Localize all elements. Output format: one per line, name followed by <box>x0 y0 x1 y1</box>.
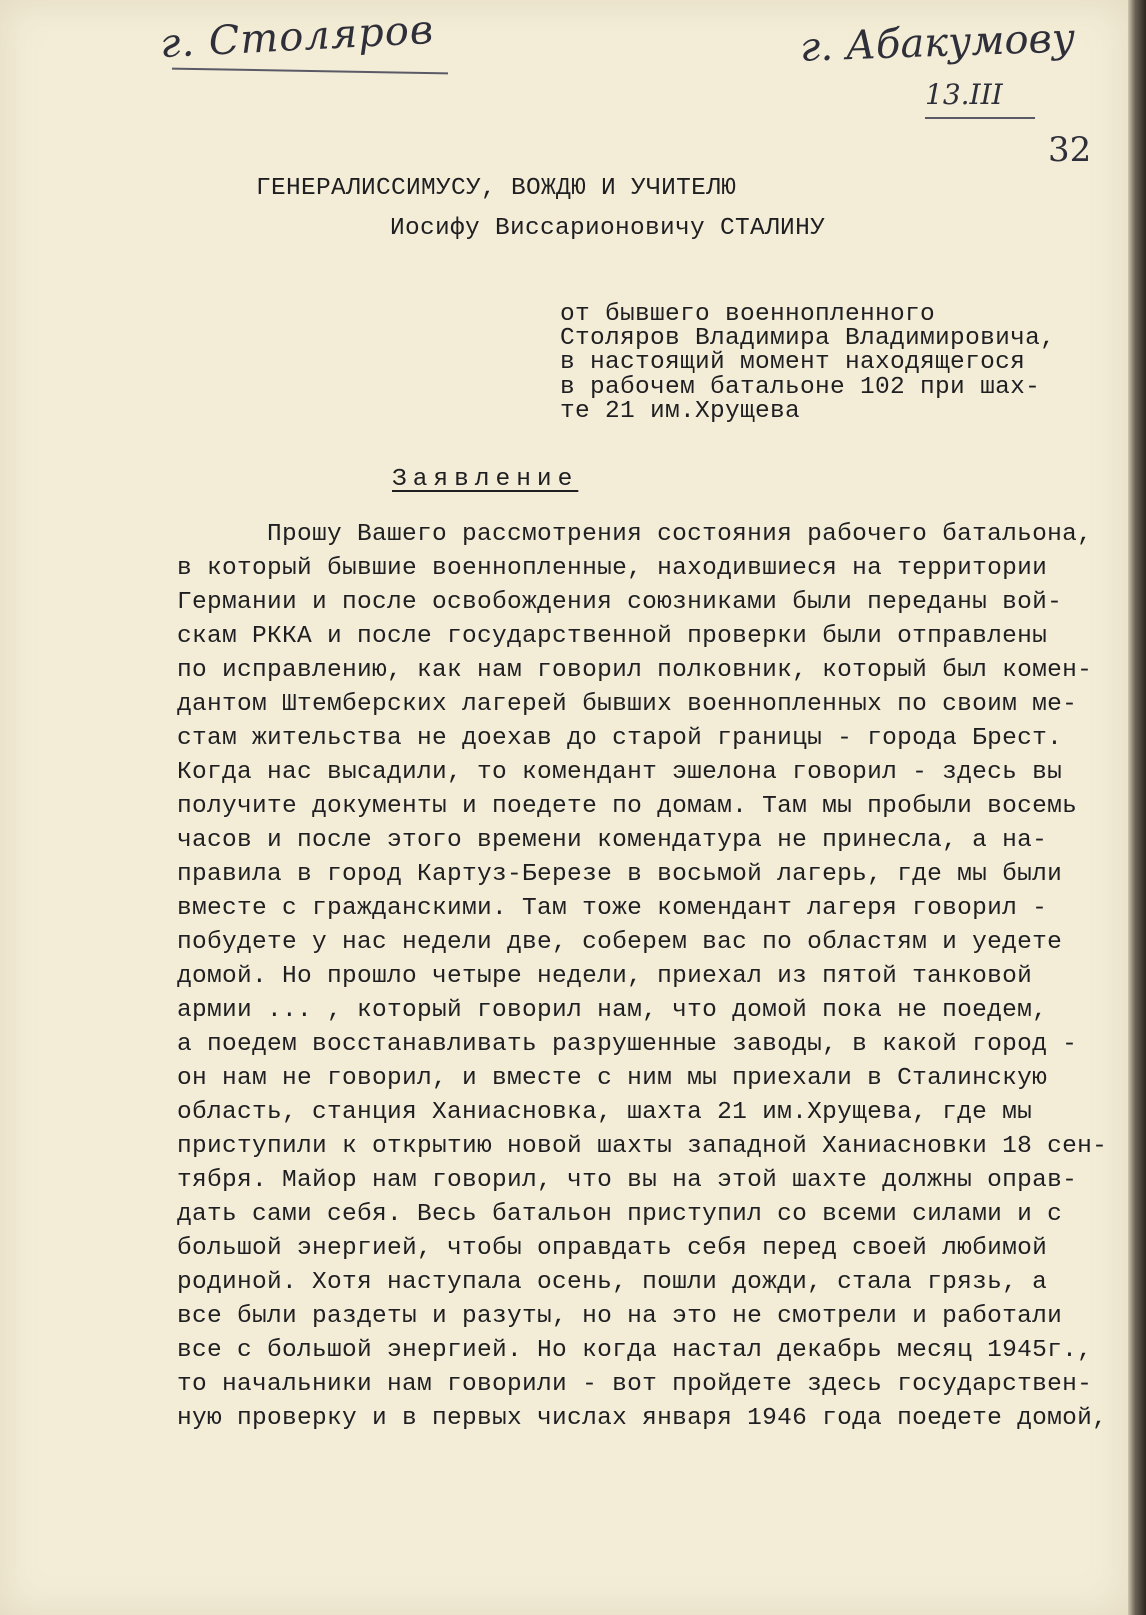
handwritten-date: 13.III <box>925 78 1003 111</box>
handwritten-resolution: г. Абакумову <box>799 15 1076 71</box>
body-line: получите документы и поедете по домам. Там мы пробыли восемь <box>177 793 1078 820</box>
body-line: все были раздеты и разуты, но на это не смотрели и работали <box>177 1303 1063 1330</box>
body-line: армии ... , который говорил нам, что домой пока не поедем, <box>177 997 1048 1024</box>
sender-line: Столяров Владимира Владимировича, <box>560 325 1056 352</box>
handwritten-date-underline <box>925 117 1035 119</box>
body-line: Германии и после освобождения союзниками были переданы вой- <box>177 589 1063 616</box>
body-line: побудете у нас недели две, соберем вас по областям и уедете <box>177 929 1063 956</box>
body-line: большой энергией, чтобы оправдать себя перед своей любимой <box>177 1235 1048 1262</box>
body-line: он нам не говорил, и вместе с ним мы приехали в Сталинскую <box>177 1065 1048 1092</box>
body-line: тября. Майор нам говорил, что вы на этой шахте должны оправ- <box>177 1167 1078 1194</box>
document-title: Заявление <box>392 466 579 493</box>
page-number: 32 <box>1048 130 1092 170</box>
handwritten-note-top-left: г. Столяров <box>158 6 436 68</box>
body-line: часов и после этого времени комендатура не принесла, а на- <box>177 827 1048 854</box>
body-line: правила в город Картуз-Березе в восьмой лагерь, где мы были <box>177 861 1063 888</box>
body-line: в который бывшие военнопленные, находившиеся на территории <box>177 555 1048 582</box>
body-line: Прошу Вашего рассмотрения состояния рабочего батальона, <box>177 521 1093 548</box>
sender-line: те 21 им.Хрущева <box>560 398 801 425</box>
body-line: Когда нас высадили, то комендант эшелона говорил - здесь вы <box>177 759 1063 786</box>
body-line: дантом Штемберских лагерей бывших военнопленных по своим ме- <box>177 691 1078 718</box>
sender-line: в рабочем батальоне 102 при шах- <box>560 374 1041 401</box>
body-line: дать сами себя. Весь батальон приступил со всеми силами и с <box>177 1201 1063 1228</box>
body-line: домой. Но прошло четыре недели, приехал из пятой танковой <box>177 963 1033 990</box>
body-line: все с большой энергией. Но когда настал декабрь месяц 1945г., <box>177 1337 1093 1364</box>
addressee-line-1: ГЕНЕРАЛИССИМУСУ, ВОЖДЮ И УЧИТЕЛЮ <box>256 175 737 202</box>
body-line: родиной. Хотя наступала осень, пошли дожди, стала грязь, а <box>177 1269 1048 1296</box>
handwritten-underline <box>172 68 448 75</box>
body-line: приступили к открытию новой шахты западной Ханиасновки 18 сен- <box>177 1133 1108 1160</box>
body-line: по исправлению, как нам говорил полковник, который был комен- <box>177 657 1093 684</box>
body-line: скам РККА и после государственной проверки были отправлены <box>177 623 1048 650</box>
body-line: а поедем восстанавливать разрушенные заводы, в какой город - <box>177 1031 1078 1058</box>
body-line: вместе с гражданскими. Там тоже комендант лагеря говорил - <box>177 895 1048 922</box>
addressee-line-2: Иосифу Виссарионовичу СТАЛИНУ <box>390 215 826 242</box>
page-edge-shadow <box>1128 0 1146 1615</box>
body-line: то начальники нам говорили - вот пройдете здесь государствен- <box>177 1371 1093 1398</box>
body-line: ную проверку и в первых числах января 1946 года поедете домой, <box>177 1405 1108 1432</box>
body-line: стам жительства не доехав до старой границы - города Брест. <box>177 725 1063 752</box>
sender-line: в настоящий момент находящегося <box>560 349 1026 376</box>
sender-line: от бывшего военнопленного <box>560 301 936 328</box>
body-line: область, станция Ханиасновка, шахта 21 им.Хрущева, где мы <box>177 1099 1033 1126</box>
